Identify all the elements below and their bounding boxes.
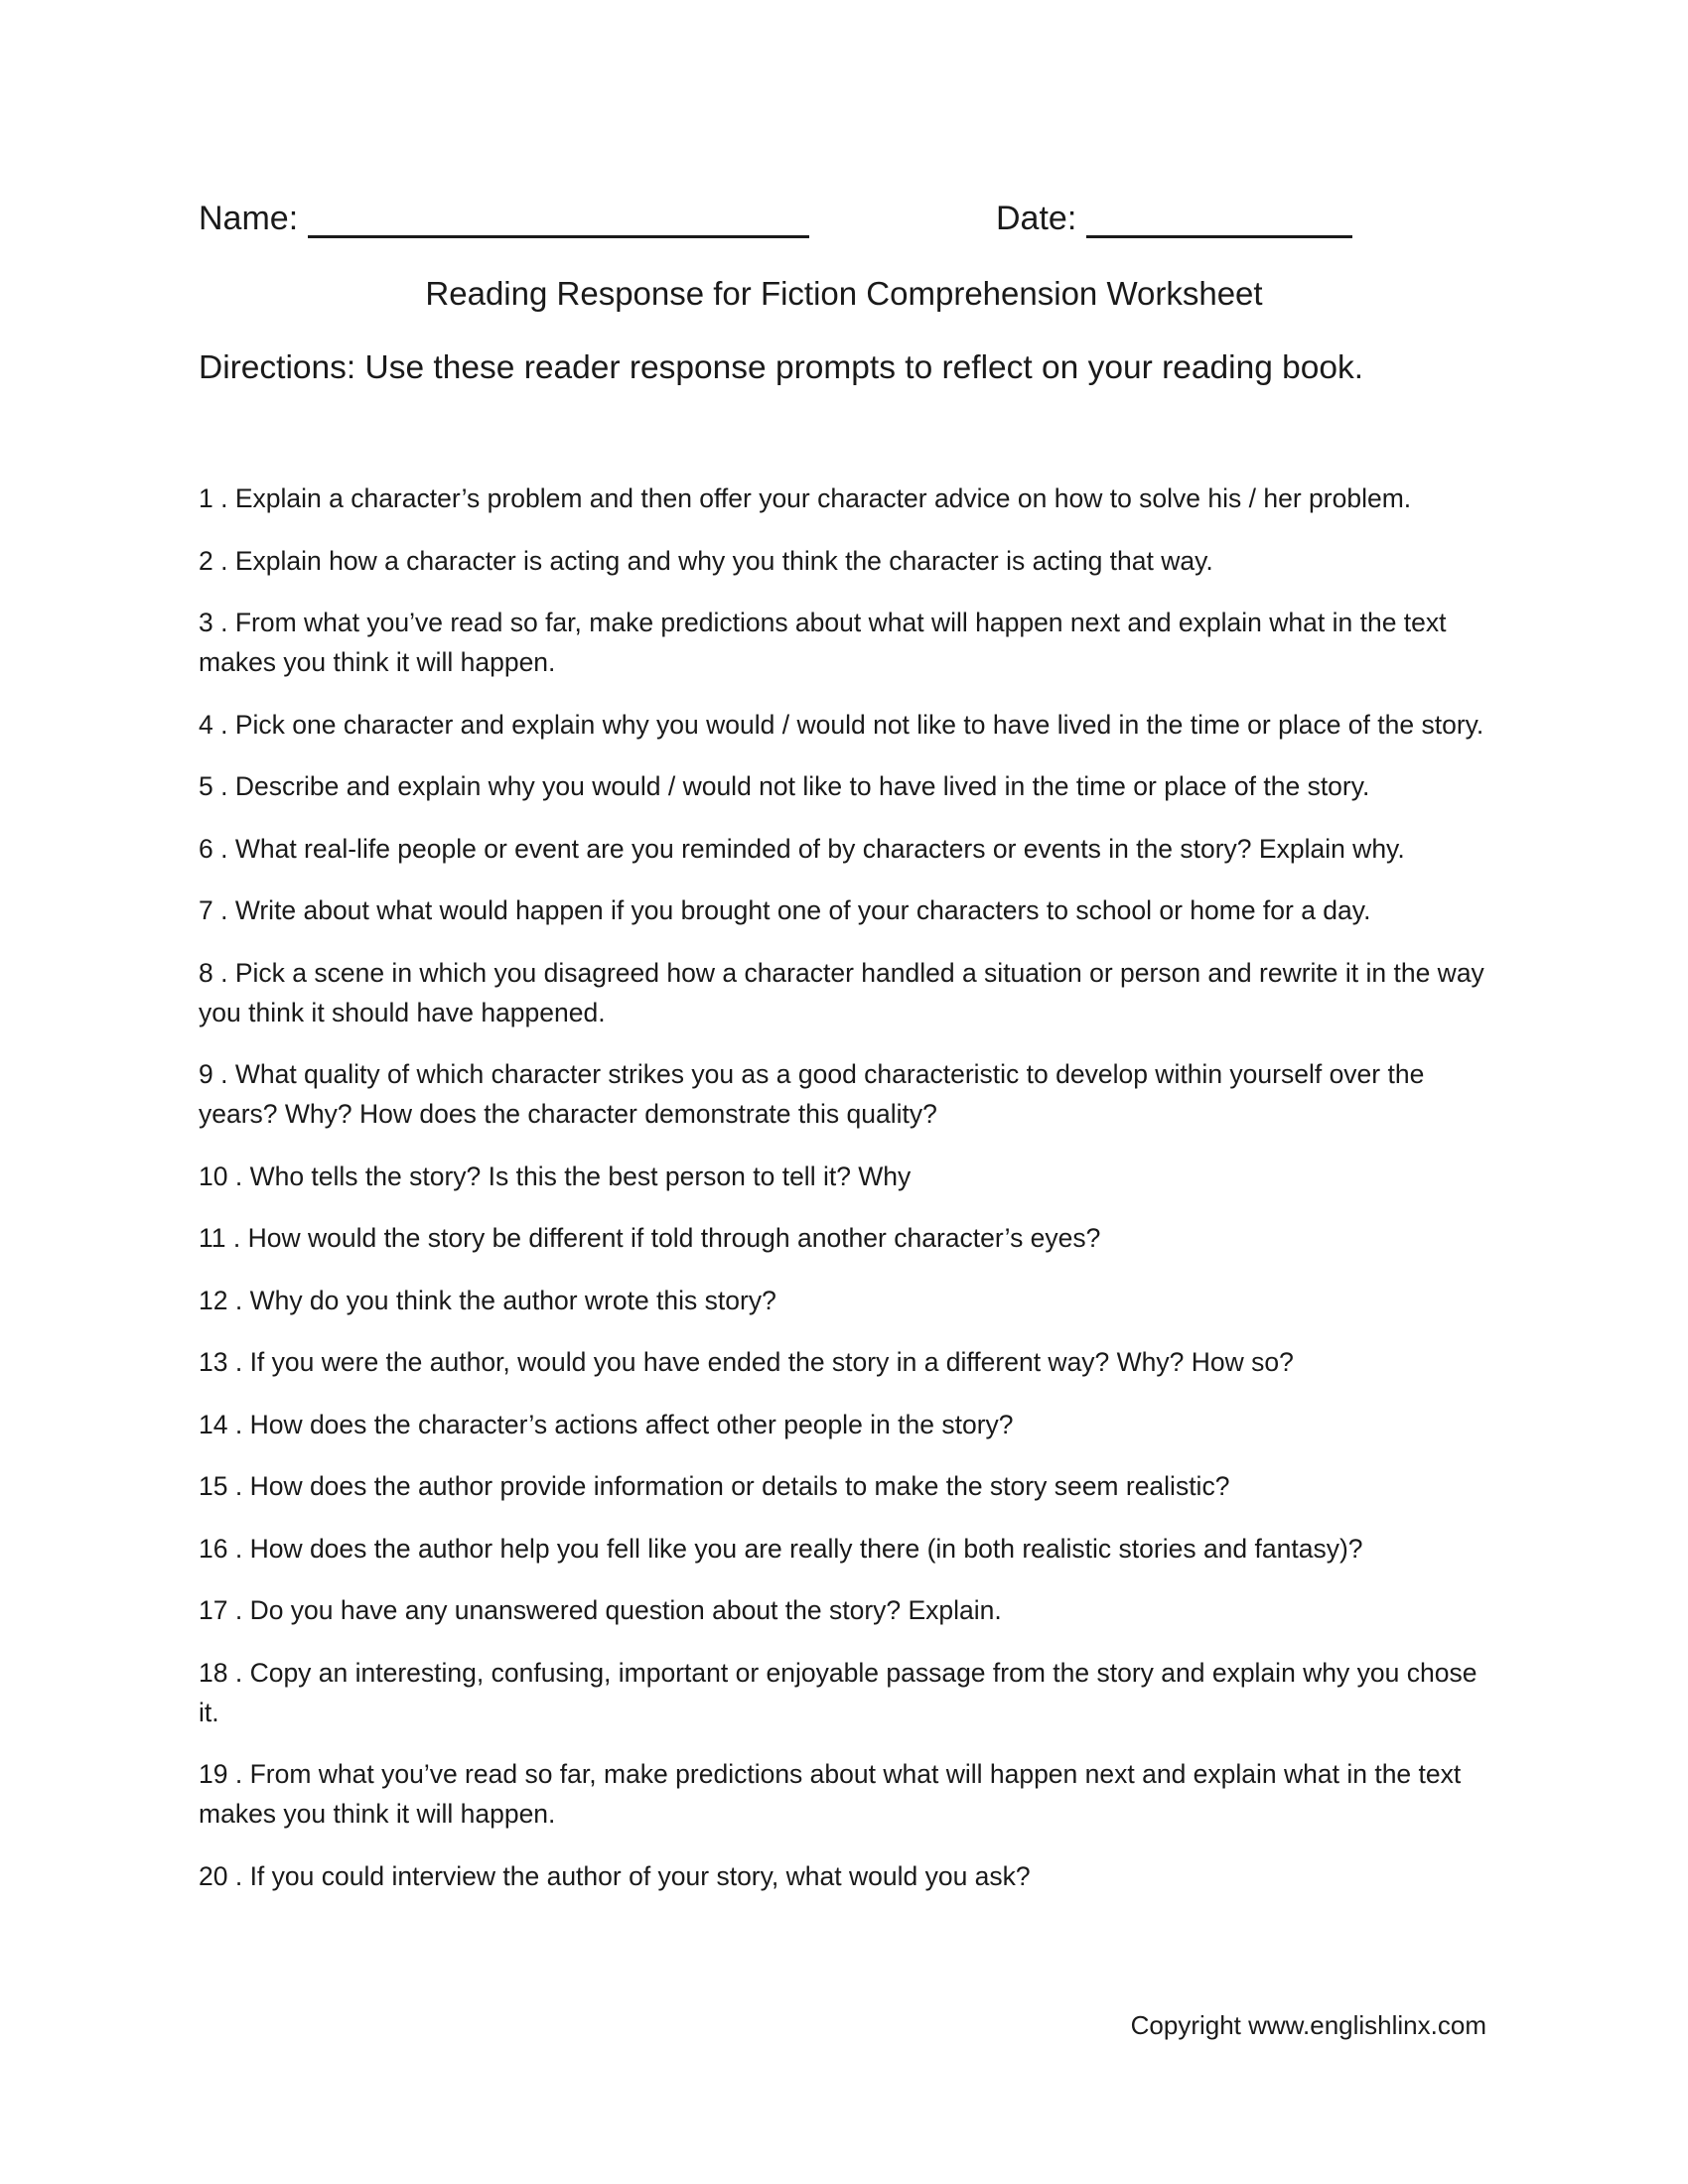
prompt-item: 14 . How does the character’s actions affect other people in the story?: [199, 1409, 1014, 1439]
name-label: Name:: [199, 200, 299, 237]
prompt-item: 19 . From what you’ve read so far, make predictions about what will happen next and explain what in the text makes you think it will happen.: [199, 1759, 1462, 1829]
prompt-item: 11 . How would the story be different if told through another character’s eyes?: [199, 1223, 1101, 1253]
prompt-item: 8 . Pick a scene in which you disagreed how a character handled a situation or person and rewrite it in the way you think it should have happened.: [199, 957, 1484, 1027]
prompt-item: 20 . If you could interview the author of your story, what would you ask?: [199, 1860, 1031, 1891]
prompt-item: 9 . What quality of which character strikes you as a good characteristic to develop within yourself over the years? Why? How does the character demonstrate this quality?: [199, 1059, 1425, 1129]
prompt-list: [199, 478, 1499, 1918]
prompt-item: 4 . Pick one character and explain why you would / would not like to have lived in the time or place of the story.: [199, 709, 1484, 740]
copyright-text: Copyright www.englishlinx.com: [1130, 2010, 1486, 2040]
prompt-item: 7 . Write about what would happen if you brought one of your characters to school or home for a day.: [199, 895, 1371, 925]
prompt-item: 15 . How does the author provide information or details to make the story seem realistic?: [199, 1471, 1230, 1501]
prompt-item: 18 . Copy an interesting, confusing, important or enjoyable passage from the story and explain why you chose it.: [199, 1657, 1477, 1727]
date-field: [996, 199, 1352, 238]
prompt-item: 16 . How does the author help you fell like you are really there (in both realistic stories and fantasy)?: [199, 1533, 1363, 1564]
date-label: Date:: [996, 200, 1077, 237]
worksheet-title: Reading Response for Fiction Comprehension Worksheet: [425, 275, 1263, 312]
name-blank-line: [308, 202, 809, 238]
prompt-item: 2 . Explain how a character is acting and why you think the character is acting that way.: [199, 545, 1213, 576]
prompt-item: 10 . Who tells the story? Is this the best person to tell it? Why: [199, 1160, 912, 1191]
prompt-item: 5 . Describe and explain why you would / would not like to have lived in the time or place of the story.: [199, 771, 1370, 801]
prompt-item: 3 . From what you’ve read so far, make predictions about what will happen next and explain what in the text makes you think it will happen.: [199, 608, 1447, 677]
prompt-item: 17 . Do you have any unanswered question about the story? Explain.: [199, 1595, 1002, 1625]
name-field: [199, 199, 809, 238]
prompt-item: 1 . Explain a character’s problem and then offer your character advice on how to solve his / her problem.: [199, 483, 1412, 513]
date-blank-line: [1086, 202, 1352, 238]
prompt-item: 12 . Why do you think the author wrote this story?: [199, 1285, 776, 1315]
prompt-item: 6 . What real-life people or event are you reminded of by characters or events in the story? Explain why.: [199, 833, 1405, 864]
prompt-item: 13 . If you were the author, would you have ended the story in a different way? Why? How so?: [199, 1347, 1294, 1377]
header-row: [199, 199, 1489, 248]
directions-text: Directions: Use these reader response prompts to reflect on your reading book.: [199, 349, 1364, 386]
